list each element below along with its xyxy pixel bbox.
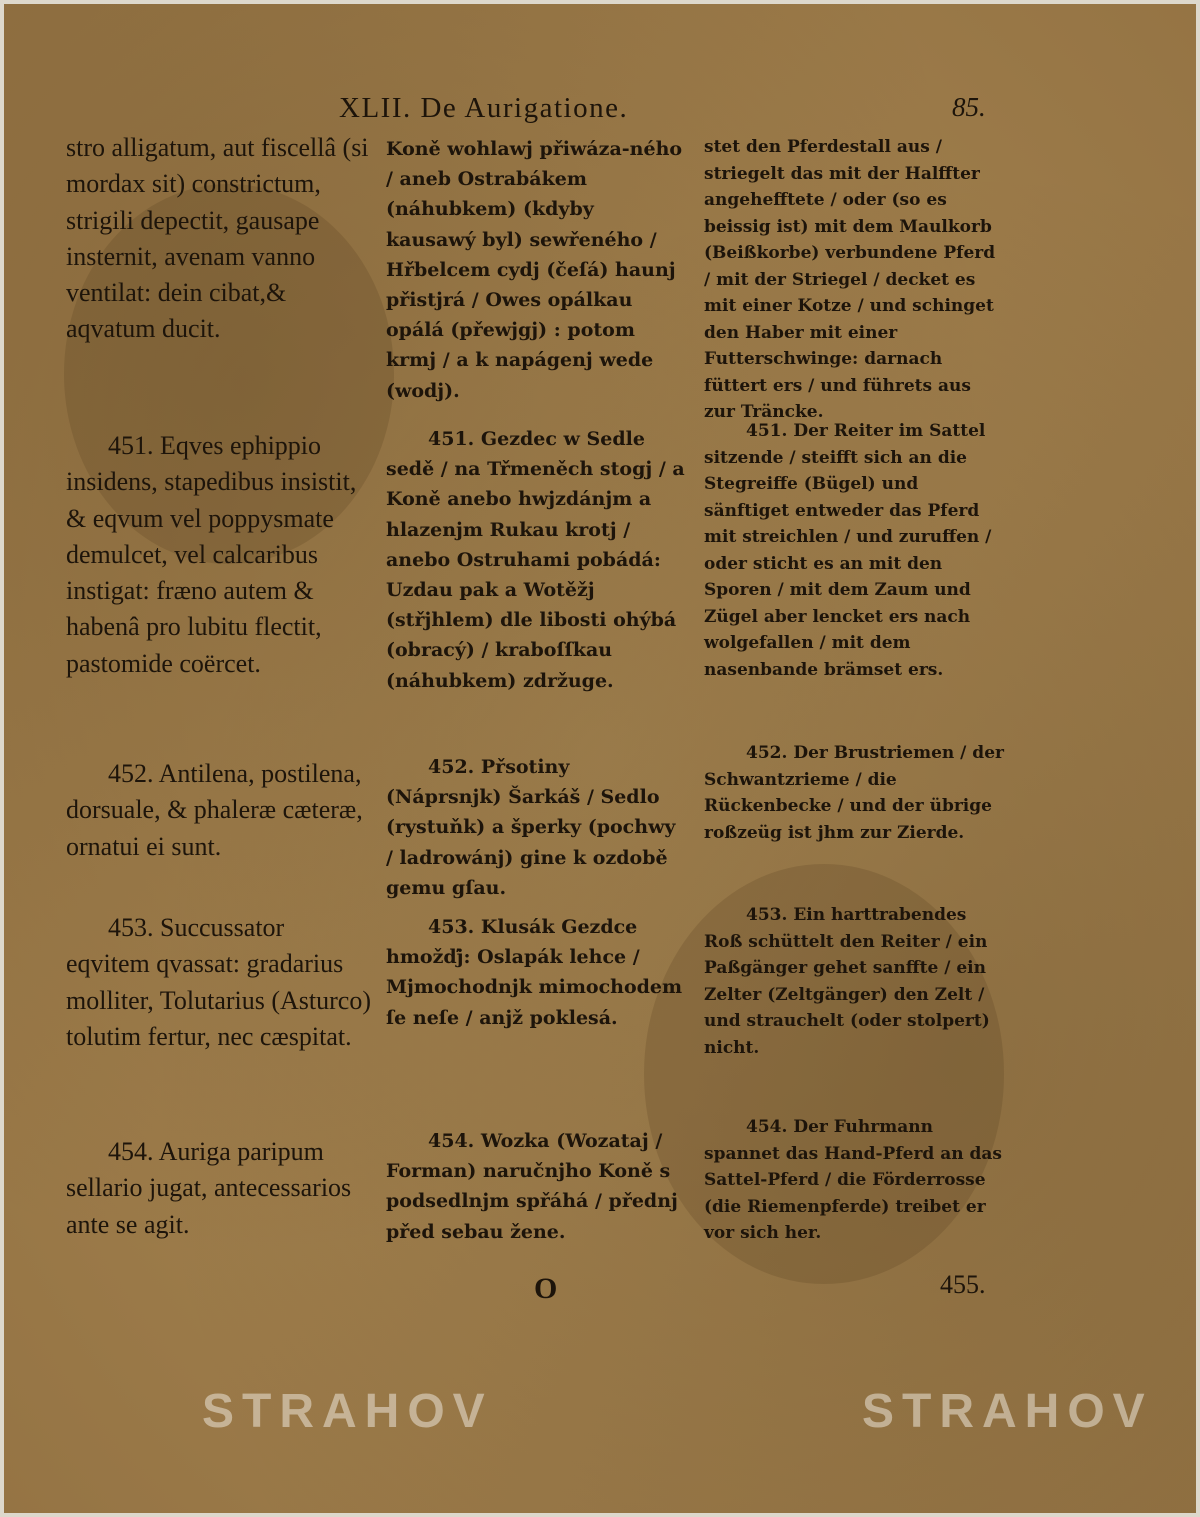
chapter-title: XLII. De Aurigatione. bbox=[339, 92, 629, 124]
latin-paragraph: 451. Eqves ephippio insidens, stapedibus insistit, & eqvum vel poppysmate demulcet, vel calcaribus instigat: fræno autem & habenâ pro lubitu flectit, pastomide coërcet. bbox=[66, 431, 357, 678]
signature-mark: O bbox=[534, 1272, 558, 1305]
german-paragraph: 452. Der Brustriemen / der Schwantzrieme / die Rückenbecke / und der übrige roßzeüg ist jhm zur Zierde. bbox=[704, 743, 1004, 843]
library-watermark: STRAHOV bbox=[202, 1385, 493, 1438]
library-watermark: STRAHOV bbox=[862, 1385, 1153, 1438]
running-header bbox=[4, 92, 1196, 132]
catchword: 455. bbox=[940, 1270, 986, 1299]
czech-paragraph: 453. Klusák Gezdce hmožďj: Oslapák lehce / Mjmochodnjk mimochodem ſe neſe / anjž poklesá. bbox=[386, 916, 683, 1029]
czech-paragraph: Koně wohlawj přiwáza-ného / aneb Ostrabákem (náhubkem) (kdyby kausawý byl) sewřeného / Hřbelcem cydj (čeſá) haunj přistjrá / Owes opálkau opálá (přewjgj) : potom krmj / a k napágenj wede (wodj). bbox=[386, 138, 683, 402]
german-paragraph: 454. Der Fuhrmann spannet das Hand-Pferd an das Sattel-Pferd / die Förderrosse (die Riemenpferde) treibet er vor sich her. bbox=[704, 1117, 1002, 1243]
latin-paragraph: stro alligatum, aut fiscellâ (si mordax sit) constrictum, strigili depectit, gausape insternit, avenam vanno ventilat: dein cibat,& aqvatum ducit. bbox=[66, 133, 369, 344]
page-number: 85. bbox=[952, 92, 986, 122]
latin-paragraph: 454. Auriga paripum sellario jugat, antecessarios ante se agit. bbox=[66, 1137, 352, 1239]
german-paragraph: 453. Ein harttrabendes Roß schüttelt den Reiter / ein Paßgänger gehet sanffte / ein Zelter (Zeltgänger) den Zelt / und strauchelt (oder stolpert) nicht. bbox=[704, 905, 990, 1058]
german-paragraph: 451. Der Reiter im Sattel sitzende / steifft sich an die Stegreiffe (Bügel) und sänftiget entweder das Pferd mit streichlen / und zuruffen / oder sticht es an mit den Sporen / mit dem Zaum und Zügel aber lencket ers nach wolgefallen / mit dem nasenbande brämset ers. bbox=[704, 421, 992, 680]
czech-paragraph: 451. Gezdec w Sedle sedě / na Třmeněch stogj / a Koně anebo hwjzdánjm a hlazenjm Rukau krotj / anebo Ostruhami pobádá: Uzdau pak a Wotěžj (střjhlem) dle libosti ohýbá (obracý) / kraboſſkau (náhubkem) zdržuge. bbox=[386, 428, 685, 692]
latin-paragraph: 452. Antilena, postilena, dorsuale, & phaleræ cæteræ, ornatui ei sunt. bbox=[66, 759, 363, 861]
latin-paragraph: 453. Succussator eqvitem qvassat: gradarius molliter, Tolutarius (Asturco) tolutim fertur, nec cæspitat. bbox=[66, 913, 371, 1051]
czech-paragraph: 454. Wozka (Wozataj / Forman) naručnjho Koně s podsedlnjm spřáhá / přednj před sebau žene. bbox=[386, 1130, 678, 1243]
german-paragraph: stet den Pferdestall aus / striegelt das mit der Halffter angehefftete / oder (so es beissig ist) mit dem Maulkorb (Beißkorbe) verbundene Pferd / mit der Striegel / decket es mit einer Kotze / und schinget den Haber mit einer Futterschwinge: darnach füttert ers / und führets aus zur Träncke. bbox=[704, 137, 996, 422]
czech-paragraph: 452. Přsotiny (Náprsnjk) Šarkáš / Sedlo (rystuňk) a šperky (pochwy / ladrowánj) gine k ozdobě gemu gſau. bbox=[386, 756, 676, 899]
book-page bbox=[4, 4, 1196, 1513]
